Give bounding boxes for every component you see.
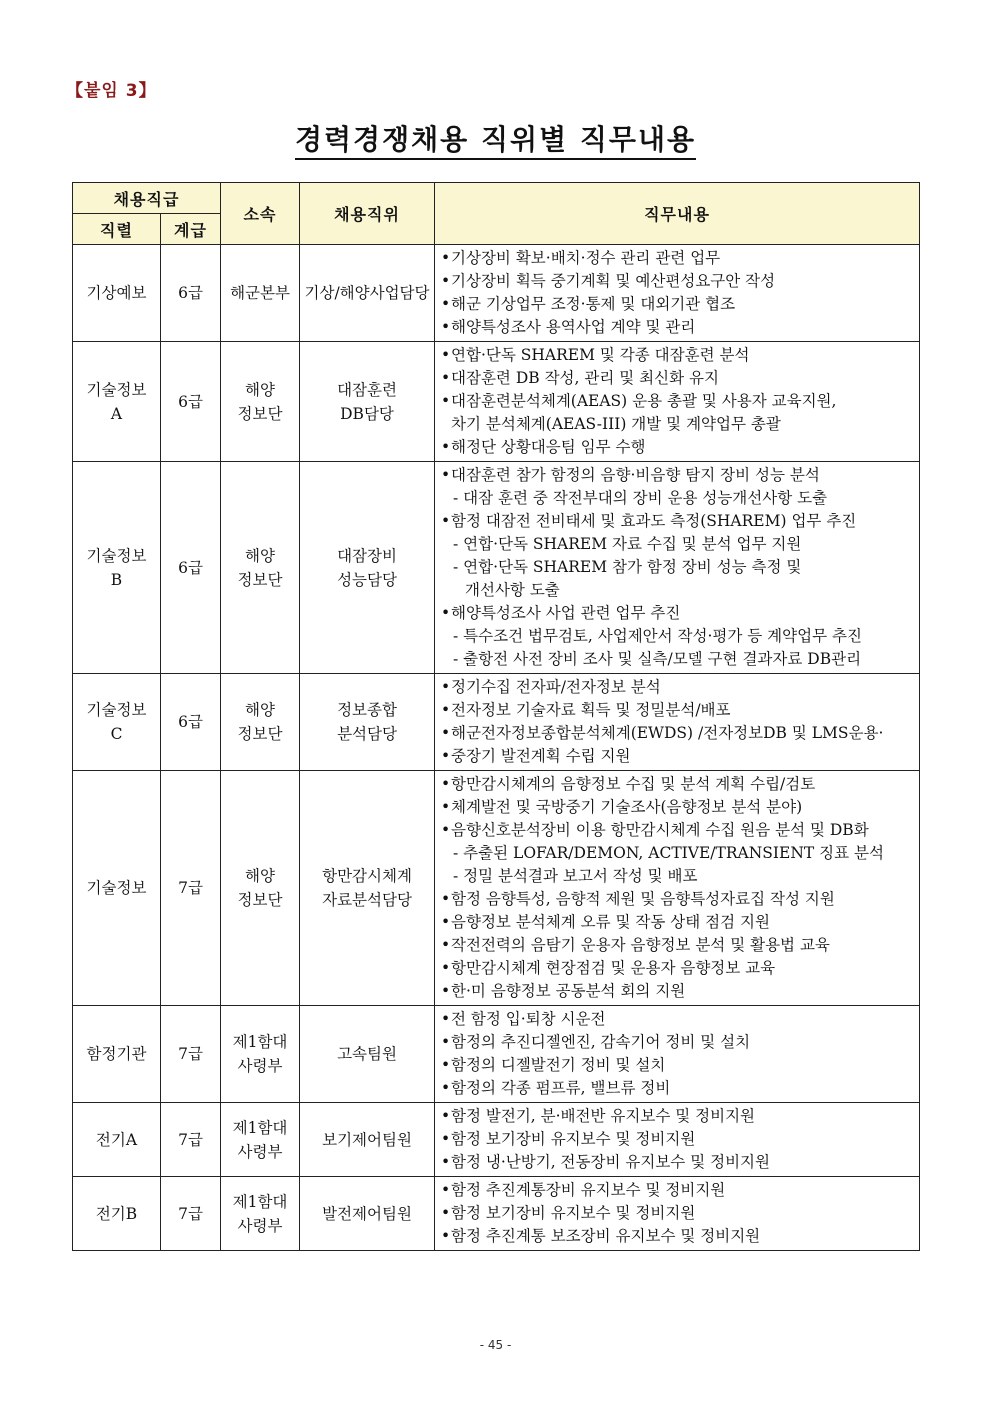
bullet-icon: • — [441, 959, 451, 977]
cell-duties — [435, 1006, 920, 1103]
duty-text: 기상장비 획득 중기계획 및 예산편성요구안 작성 — [451, 272, 776, 290]
cell-duties — [435, 462, 920, 674]
bullet-icon: • — [441, 438, 451, 456]
duty-list — [441, 773, 917, 1003]
cell-position: 기상/해양사업담당 — [300, 245, 435, 342]
bullet-icon: • — [441, 1107, 451, 1125]
bullet-icon: • — [441, 821, 451, 839]
cell-affiliation: 제1함대 사령부 — [221, 1006, 300, 1103]
cell-duties — [435, 1177, 920, 1251]
header-grade: 계급 — [161, 214, 221, 245]
bullet-icon: • — [441, 798, 451, 816]
duty-text: 해양특성조사 사업 관련 업무 추진 — [451, 604, 681, 622]
duty-item — [441, 957, 917, 980]
table-header — [73, 183, 920, 245]
bullet-icon: • — [441, 1056, 451, 1074]
bullet-icon: • — [441, 1204, 451, 1222]
duty-text: - 출항전 사전 장비 조사 및 실측/모델 구현 결과자료 DB관리 — [453, 650, 862, 668]
duty-text: - 연합·단독 SHAREM 자료 수집 및 분석 업무 지원 — [453, 535, 802, 553]
bullet-icon: • — [441, 1010, 451, 1028]
duty-list — [441, 247, 917, 339]
duty-item — [441, 819, 917, 842]
duty-text: 함정의 각종 펌프류, 밸브류 정비 — [451, 1079, 671, 1097]
duty-text: 음향신호분석장비 이용 항만감시체계 수집 원음 분석 및 DB화 — [451, 821, 869, 839]
duty-item — [441, 293, 917, 316]
bullet-icon: • — [441, 1227, 451, 1245]
duty-text: 함정 보기장비 유지보수 및 정비지원 — [451, 1204, 696, 1222]
duty-text: 함정 음향특성, 음향적 제원 및 음향특성자료집 작성 지원 — [451, 890, 835, 908]
duty-text: 대잠훈련분석체계(AEAS) 운용 총괄 및 사용자 교육지원, — [451, 392, 837, 410]
duty-item — [441, 464, 917, 487]
bullet-icon: • — [441, 466, 451, 484]
duty-item — [441, 1151, 917, 1174]
duty-item — [441, 699, 917, 722]
duty-item — [441, 247, 917, 270]
bullet-icon: • — [441, 512, 451, 530]
duty-item — [441, 556, 917, 579]
cell-series: 전기A — [73, 1103, 161, 1177]
duty-text: 함정의 추진디젤엔진, 감속기어 정비 및 설치 — [451, 1033, 751, 1051]
cell-duties — [435, 245, 920, 342]
cell-series: 기술정보 B — [73, 462, 161, 674]
duty-text: 개선사항 도출 — [465, 581, 560, 599]
duty-text: 기상장비 확보·배치·정수 관리 관련 업무 — [451, 249, 721, 267]
duty-item — [441, 745, 917, 768]
duty-item — [441, 602, 917, 625]
table-body — [73, 245, 920, 1251]
duty-text: - 대잠 훈련 중 작전부대의 장비 운용 성능개선사항 도출 — [453, 489, 828, 507]
cell-series: 기상예보 — [73, 245, 161, 342]
duty-item — [441, 888, 917, 911]
duty-item — [441, 773, 917, 796]
cell-duties — [435, 771, 920, 1006]
cell-series: 기술정보 A — [73, 342, 161, 462]
duty-list — [441, 344, 917, 459]
cell-grade: 6급 — [161, 674, 221, 771]
duty-item — [441, 316, 917, 339]
duty-item — [441, 1202, 917, 1225]
bullet-icon: • — [441, 747, 451, 765]
cell-series: 기술정보 — [73, 771, 161, 1006]
duty-item — [441, 487, 917, 510]
table-row — [73, 245, 920, 342]
bullet-icon: • — [441, 936, 451, 954]
bullet-icon: • — [441, 369, 451, 387]
duty-text: 대잠훈련 참가 함정의 음향·비음향 탐지 장비 성능 분석 — [451, 466, 820, 484]
duty-item — [441, 796, 917, 819]
duty-list — [441, 1179, 917, 1248]
cell-series: 전기B — [73, 1177, 161, 1251]
duty-text: - 정밀 분석결과 보고서 작성 및 배포 — [453, 867, 698, 885]
duty-text: 체계발전 및 국방중기 기술조사(음향정보 분석 분야) — [451, 798, 803, 816]
duty-text: 해군전자정보종합분석체계(EWDS) /전자정보DB 및 LMS운용· — [451, 724, 884, 742]
duty-text: 함정 대잠전 전비태세 및 효과도 측정(SHAREM) 업무 추진 — [451, 512, 857, 530]
duty-text: 해정단 상황대응팀 임무 수행 — [451, 438, 646, 456]
duty-item — [441, 270, 917, 293]
cell-grade: 7급 — [161, 771, 221, 1006]
cell-position: 항만감시체계 자료분석담당 — [300, 771, 435, 1006]
bullet-icon: • — [441, 1153, 451, 1171]
duty-list — [441, 1105, 917, 1174]
cell-duties — [435, 342, 920, 462]
duty-item — [441, 676, 917, 699]
cell-series: 함정기관 — [73, 1006, 161, 1103]
cell-affiliation: 제1함대 사령부 — [221, 1103, 300, 1177]
table-row — [73, 342, 920, 462]
cell-affiliation: 해양 정보단 — [221, 674, 300, 771]
duty-text: 정기수집 전자파/전자정보 분석 — [451, 678, 661, 696]
duty-text: 한·미 음향정보 공동분석 회의 지원 — [451, 982, 686, 1000]
duty-item — [441, 1128, 917, 1151]
table-row — [73, 1006, 920, 1103]
cell-affiliation: 해양 정보단 — [221, 462, 300, 674]
duty-item — [441, 344, 917, 367]
attachment-label: 【붙임 3】 — [66, 81, 157, 101]
duty-item — [441, 1105, 917, 1128]
bullet-icon: • — [441, 890, 451, 908]
cell-duties — [435, 1103, 920, 1177]
bullet-icon: • — [441, 604, 451, 622]
cell-position: 대잠훈련 DB담당 — [300, 342, 435, 462]
cell-position: 대잠장비 성능담당 — [300, 462, 435, 674]
cell-grade: 6급 — [161, 462, 221, 674]
duty-text: 작전전력의 음탐기 운용자 음향정보 분석 및 활용법 교육 — [451, 936, 830, 954]
duty-item — [441, 1179, 917, 1202]
duty-text: 전자정보 기술자료 획득 및 정밀분석/배포 — [451, 701, 731, 719]
table-row — [73, 771, 920, 1006]
cell-grade: 7급 — [161, 1177, 221, 1251]
duty-item — [441, 625, 917, 648]
duty-item — [441, 865, 917, 888]
duty-text: 항만감시체계 현장점검 및 운용자 음향정보 교육 — [451, 959, 776, 977]
cell-position: 보기제어팀원 — [300, 1103, 435, 1177]
duty-text: 함정 냉·난방기, 전동장비 유지보수 및 정비지원 — [451, 1153, 770, 1171]
duty-list — [441, 676, 917, 768]
bullet-icon: • — [441, 913, 451, 931]
cell-position: 정보종합 분석담당 — [300, 674, 435, 771]
duty-text: 중장기 발전계획 수립 지원 — [451, 747, 631, 765]
bullet-icon: • — [441, 318, 451, 336]
page-number: - 45 - — [479, 1338, 512, 1352]
table-row — [73, 462, 920, 674]
table-row — [73, 1177, 920, 1251]
duty-item — [441, 842, 917, 865]
duty-text: 함정 추진계통 보조장비 유지보수 및 정비지원 — [451, 1227, 761, 1245]
bullet-icon: • — [441, 1079, 451, 1097]
bullet-icon: • — [441, 249, 451, 267]
bullet-icon: • — [441, 678, 451, 696]
duty-item — [441, 722, 917, 745]
duty-item — [441, 1077, 917, 1100]
duty-text: 전 함정 입·퇴창 시운전 — [451, 1010, 606, 1028]
cell-affiliation: 제1함대 사령부 — [221, 1177, 300, 1251]
cell-duties — [435, 674, 920, 771]
bullet-icon: • — [441, 295, 451, 313]
duty-list — [441, 464, 917, 671]
duty-text: 함정 발전기, 분·배전반 유지보수 및 정비지원 — [451, 1107, 756, 1125]
cell-affiliation: 해군본부 — [221, 245, 300, 342]
duty-text: - 연합·단독 SHAREM 참가 함정 장비 성능 측정 및 — [453, 558, 802, 576]
duty-item — [441, 648, 917, 671]
duty-item — [441, 533, 917, 556]
document-title-text: 경력경쟁채용 직위별 직무내용 — [295, 123, 696, 160]
bullet-icon: • — [441, 346, 451, 364]
duty-text: 해양특성조사 용역사업 계약 및 관리 — [451, 318, 696, 336]
duty-text: 함정의 디젤발전기 정비 및 설치 — [451, 1056, 666, 1074]
duty-item — [441, 367, 917, 390]
job-duties-table — [72, 182, 920, 1251]
duty-text: 연합·단독 SHAREM 및 각종 대잠훈련 분석 — [451, 346, 750, 364]
duty-item — [441, 911, 917, 934]
duty-text: 함정 보기장비 유지보수 및 정비지원 — [451, 1130, 696, 1148]
duty-text: 대잠훈련 DB 작성, 관리 및 최신화 유지 — [451, 369, 719, 387]
header-grade-group: 채용직급 — [73, 183, 221, 214]
bullet-icon: • — [441, 724, 451, 742]
table-row — [73, 674, 920, 771]
duty-text: - 추출된 LOFAR/DEMON, ACTIVE/TRANSIENT 징표 분석 — [453, 844, 884, 862]
bullet-icon: • — [441, 982, 451, 1000]
duty-item — [441, 510, 917, 533]
duty-list — [441, 1008, 917, 1100]
cell-affiliation: 해양 정보단 — [221, 771, 300, 1006]
header-affiliation: 소속 — [221, 183, 300, 245]
duty-text: 차기 분석체계(AEAS-III) 개발 및 계약업무 총괄 — [451, 415, 781, 433]
header-series: 직렬 — [73, 214, 161, 245]
cell-grade: 6급 — [161, 342, 221, 462]
header-duties: 직무내용 — [435, 183, 920, 245]
duty-text: 음향정보 분석체계 오류 및 작동 상태 점검 지원 — [451, 913, 770, 931]
duty-item — [441, 1008, 917, 1031]
duty-item — [441, 980, 917, 1003]
cell-series: 기술정보 C — [73, 674, 161, 771]
bullet-icon: • — [441, 272, 451, 290]
cell-position: 발전제어팀원 — [300, 1177, 435, 1251]
bullet-icon: • — [441, 701, 451, 719]
duty-item — [441, 390, 917, 413]
cell-position: 고속팀원 — [300, 1006, 435, 1103]
duty-text: - 특수조건 법무검토, 사업제안서 작성·평가 등 계약업무 추진 — [453, 627, 862, 645]
document-title — [0, 118, 991, 158]
duty-text: 항만감시체계의 음향정보 수집 및 분석 계획 수립/검토 — [451, 775, 816, 793]
header-position: 채용직위 — [300, 183, 435, 245]
bullet-icon: • — [441, 1130, 451, 1148]
duty-text: 함정 추진계통장비 유지보수 및 정비지원 — [451, 1181, 726, 1199]
table-row — [73, 1103, 920, 1177]
cell-grade: 7급 — [161, 1006, 221, 1103]
duty-text: 해군 기상업무 조정·통제 및 대외기관 협조 — [451, 295, 736, 313]
cell-affiliation: 해양 정보단 — [221, 342, 300, 462]
duty-item — [441, 436, 917, 459]
duty-item — [441, 1031, 917, 1054]
duty-item — [441, 1054, 917, 1077]
duty-item — [441, 934, 917, 957]
duty-item — [441, 413, 917, 436]
bullet-icon: • — [441, 775, 451, 793]
cell-grade: 7급 — [161, 1103, 221, 1177]
bullet-icon: • — [441, 1181, 451, 1199]
bullet-icon: • — [441, 392, 451, 410]
bullet-icon: • — [441, 1033, 451, 1051]
duty-item — [441, 579, 917, 602]
duty-item — [441, 1225, 917, 1248]
cell-grade: 6급 — [161, 245, 221, 342]
